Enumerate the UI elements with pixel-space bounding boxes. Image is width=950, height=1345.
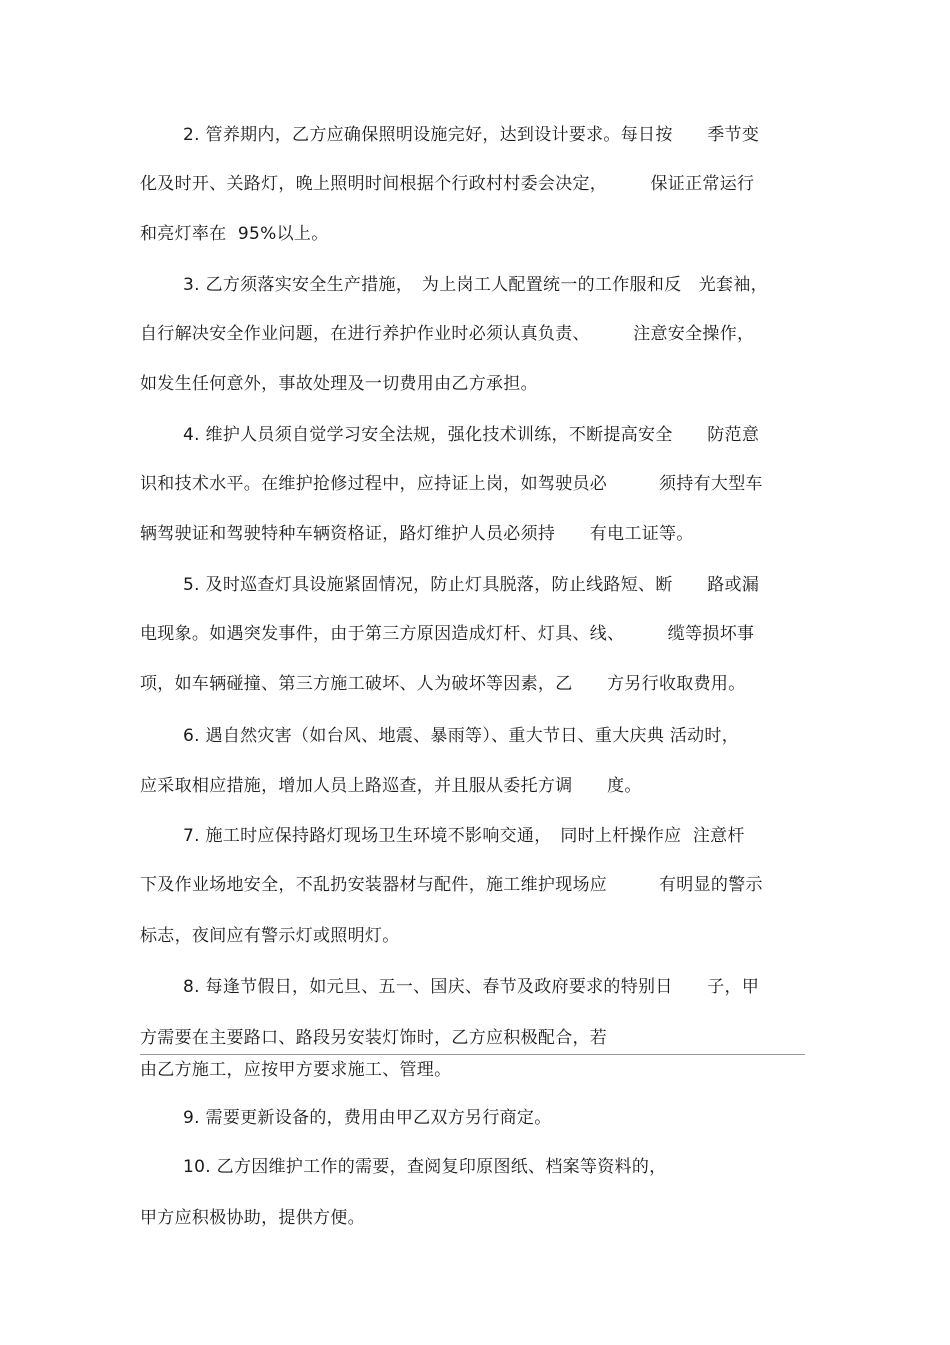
paragraph-7-line-3: 标志，夜间应有警示灯或照明灯。 [140,926,400,946]
paragraph-3-line-3: 如发生任何意外，事故处理及一切费用由乙方承担。 [140,374,538,394]
paragraph-4-line-3: 辆驾驶证和驾驶特种车辆资格证，路灯维护人员必须持 有电工证等。 [140,524,694,544]
paragraph-10-line-2: 甲方应积极协助，提供方便。 [140,1208,365,1228]
paragraph-6-line-2: 应采取相应措施，增加人员上路巡查，并且服从委托方调 度。 [140,776,642,796]
paragraph-3-line-2: 自行解决安全作业问题，在进行养护作业时必须认真负责、 注意安全操作， [140,324,755,344]
paragraph-9-line-1: 9. 需要更新设备的，费用由甲乙双方另行商定。 [183,1108,552,1128]
paragraph-4-line-1: 4. 维护人员须自觉学习安全法规，强化技术训练，不断提高安全 防范意 [183,425,760,445]
paragraph-8-line-1: 8. 每逢节假日，如元旦、五一、国庆、春节及政府要求的特别日 子，甲 [183,977,760,997]
paragraph-4-line-2: 识和技术水平。在维护抢修过程中，应持证上岗，如驾驶员必 须持有大型车 [140,474,763,494]
paragraph-2-line-1: 2. 管养期内，乙方应确保照明设施完好，达到设计要求。每日按 季节变 [183,125,760,145]
paragraph-6-line-1: 6. 遇自然灾害（如台风、地震、暴雨等）、重大节日、重大庆典 活动时， [183,726,740,746]
paragraph-5-line-3: 项，如车辆碰撞、第三方施工破坏、人为破坏等因素，乙 方另行收取费用。 [140,674,746,694]
paragraph-7-line-2: 下及作业场地安全，不乱扔安装器材与配件，施工维护现场应 有明显的警示 [140,875,763,895]
paragraph-3-line-1: 3. 乙方须落实安全生产措施， 为上岗工人配置统一的工作服和反 光套袖， [183,275,768,295]
paragraph-7-line-1: 7. 施工时应保持路灯现场卫生环境不影响交通， 同时上杆操作应 注意杆 [183,826,745,846]
paragraph-2-line-2: 化及时开、关路灯，晚上照明时间根据个行政村村委会决定， 保证正常运行 [140,174,755,194]
paragraph-8-line-2: 方需要在主要路口、路段另安装灯饰时，乙方应积极配合，若 [140,1028,608,1048]
paragraph-5-line-2: 电现象。如遇突发事件，由于第三方原因造成灯杆、灯具、线、 缆等损坏事 [140,624,755,644]
paragraph-8-line-3: 由乙方施工，应按甲方要求施工、管理。 [140,1060,452,1080]
paragraph-5-line-1: 5. 及时巡查灯具设施紧固情况，防止灯具脱落，防止线路短、断 路或漏 [183,575,760,595]
paragraph-2-line-3: 和亮灯率在 95%以上。 [140,224,329,244]
paragraph-10-line-1: 10. 乙方因维护工作的需要，查阅复印原图纸、档案等资料的， [183,1157,667,1177]
underline-rule [140,1054,805,1055]
